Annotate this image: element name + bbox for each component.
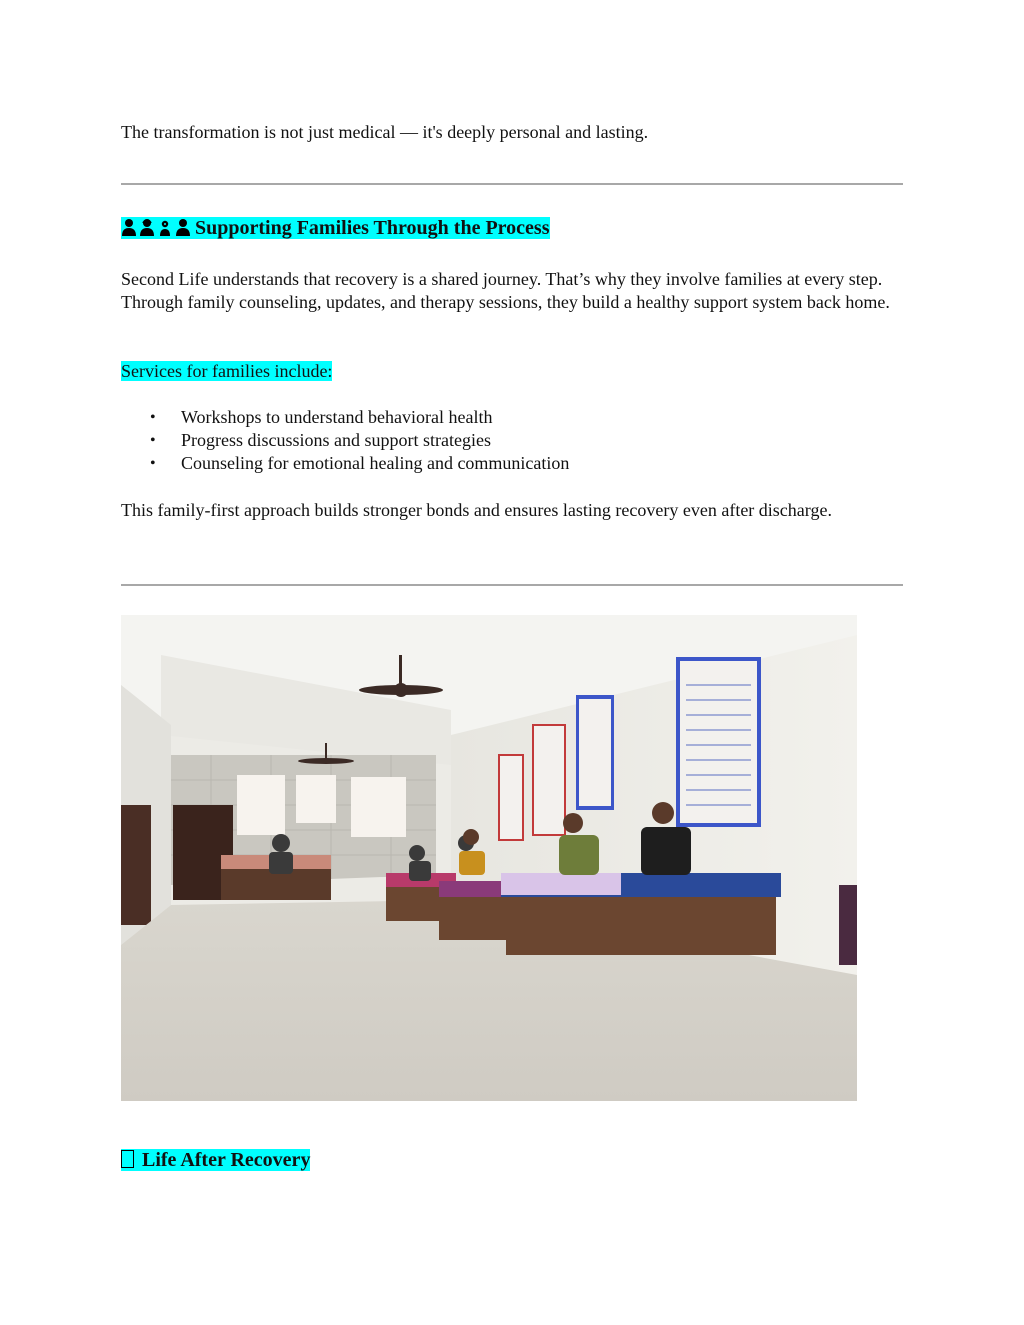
family-person-icon bbox=[157, 218, 173, 236]
family-person-icon bbox=[121, 218, 137, 236]
family-icons bbox=[121, 218, 191, 236]
services-label-block bbox=[121, 360, 332, 383]
dormitory-photo bbox=[121, 615, 857, 1101]
list-item: • Counseling for emotional healing and communication bbox=[121, 452, 569, 475]
section-divider bbox=[121, 584, 903, 586]
family-person-icon bbox=[175, 218, 191, 236]
families-heading: Supporting Families Through the Process bbox=[195, 217, 550, 239]
families-heading-block bbox=[121, 216, 550, 240]
next-heading-block bbox=[121, 1148, 310, 1172]
intro-closing-line: The transformation is not just medical — it's deeply personal and lasting. bbox=[121, 122, 649, 142]
list-item: • Progress discussions and support strategies bbox=[121, 429, 569, 452]
services-list bbox=[121, 406, 569, 475]
list-item: • Workshops to understand behavioral health bbox=[121, 406, 569, 429]
section-divider bbox=[121, 183, 903, 185]
family-person-icon bbox=[139, 218, 155, 236]
missing-glyph-icon bbox=[121, 1150, 134, 1168]
next-heading: Life After Recovery bbox=[142, 1149, 311, 1171]
next-heading-highlight bbox=[121, 1149, 310, 1171]
services-label: Services for families include: bbox=[121, 361, 333, 381]
families-heading-highlight bbox=[121, 217, 550, 239]
families-closing: This family-first approach builds stronger bonds and ensures lasting recovery even after discharge. bbox=[121, 500, 832, 520]
families-paragraph: Second Life understands that recovery is a shared journey. That’s why they involve families at every step. Through family counseling, updates, and therapy sessions, they build a healthy support system back home. bbox=[121, 269, 890, 312]
